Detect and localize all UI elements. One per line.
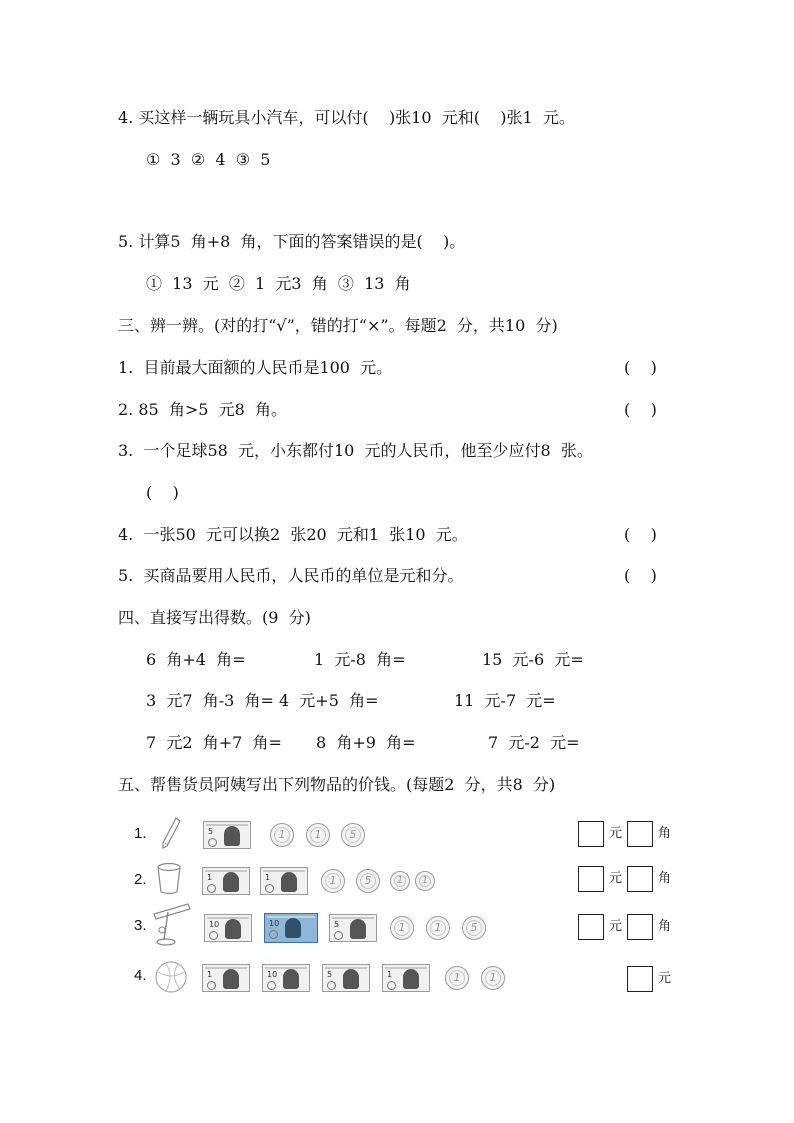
question-5-text: 5. 计算5 角+8 角，下面的答案错误的是( )。 — [118, 232, 466, 251]
section-5-heading: 五、帮售货员阿姨写出下列物品的价钱。(每题2 分，共8 分) — [118, 775, 556, 794]
banknote: 10 — [262, 964, 310, 992]
judge-answer-1[interactable]: ( ) — [624, 358, 657, 377]
price-jiao-box[interactable] — [627, 914, 653, 940]
section-4-heading: 四、直接写出得数。(9 分) — [118, 608, 311, 627]
unit-jiao-label: 角 — [658, 871, 672, 886]
banknote: 1 — [382, 964, 430, 992]
coin: 5 — [341, 823, 365, 847]
coin: 1 — [415, 871, 435, 891]
calc-r3-c3: 7 元-2 元= — [488, 733, 580, 752]
calc-r2-c1: 3 元7 角-3 角= 4 元+5 角= — [146, 691, 379, 710]
judge-item-5: 5. 买商品要用人民币，人民币的单位是元和分。 — [118, 566, 464, 585]
coin: 1 — [306, 823, 330, 847]
coin: 1 — [321, 869, 345, 893]
unit-jiao-label: 角 — [658, 919, 672, 934]
banknote: 5 — [203, 821, 251, 849]
question-4-options: ① 3 ② 4 ③ 5 — [146, 150, 271, 169]
judge-item-1: 1. 目前最大面额的人民币是100 元。 — [118, 358, 393, 377]
banknote: 5 — [329, 914, 377, 942]
coin: 1 — [390, 871, 410, 891]
unit-jiao-label: 角 — [658, 826, 672, 841]
price-item-label: 2. — [134, 871, 147, 888]
unit-yuan-label: 元 — [609, 919, 623, 934]
pencil-icon — [158, 816, 182, 850]
judge-item-4: 4. 一张50 元可以换2 张20 元和1 张10 元。 — [118, 525, 468, 544]
judge-answer-4[interactable]: ( ) — [624, 525, 657, 544]
judge-item-3: 3. 一个足球58 元，小东都付10 元的人民币，他至少应付8 张。 — [118, 441, 593, 460]
price-yuan-box[interactable] — [578, 821, 604, 847]
price-item-label: 4. — [134, 967, 147, 984]
calc-r1-c2: 1 元-8 角= — [314, 650, 406, 669]
price-yuan-box[interactable] — [578, 914, 604, 940]
ball-icon — [154, 960, 188, 994]
calc-r2-c2: 11 元-7 元= — [454, 691, 556, 710]
coin: 1 — [481, 966, 505, 990]
banknote: 1 — [202, 964, 250, 992]
price-jiao-box[interactable] — [627, 821, 653, 847]
coin: 1 — [390, 916, 414, 940]
banknote: 5 — [322, 964, 370, 992]
calc-r3-c2: 8 角+9 角= — [316, 733, 416, 752]
desk-lamp-icon — [150, 900, 192, 948]
judge-item-2: 2. 85 角>5 元8 角。 — [118, 400, 287, 419]
unit-yuan-label: 元 — [658, 971, 672, 986]
banknote: 1 — [202, 867, 250, 895]
section-3-heading: 三、辨一辨。(对的打“√”，错的打“×”。每题2 分，共10 分) — [118, 316, 558, 335]
banknote: 10 — [204, 914, 252, 942]
cup-icon — [155, 862, 183, 896]
coin: 1 — [445, 966, 469, 990]
price-item-label: 1. — [134, 825, 147, 842]
calc-r1-c3: 15 元-6 元= — [482, 650, 584, 669]
banknote: 10 — [264, 913, 318, 943]
question-4-text: 4. 买这样一辆玩具小汽车，可以付( )张10 元和( )张1 元。 — [118, 108, 575, 127]
coin: 5 — [462, 916, 486, 940]
question-5-options: ① 13 元 ② 1 元3 角 ③ 13 角 — [146, 274, 411, 293]
judge-answer-5[interactable]: ( ) — [624, 566, 657, 585]
judge-answer-2[interactable]: ( ) — [624, 400, 657, 419]
price-yuan-box[interactable] — [627, 966, 653, 992]
price-jiao-box[interactable] — [627, 866, 653, 892]
price-item-label: 3. — [134, 917, 147, 934]
calc-r1-c1: 6 角+4 角= — [146, 650, 246, 669]
coin: 1 — [426, 916, 450, 940]
unit-yuan-label: 元 — [609, 871, 623, 886]
coin: 5 — [356, 869, 380, 893]
judge-answer-3[interactable]: ( ) — [146, 483, 179, 502]
price-yuan-box[interactable] — [578, 866, 604, 892]
coin: 1 — [270, 823, 294, 847]
banknote: 1 — [260, 867, 308, 895]
unit-yuan-label: 元 — [609, 826, 623, 841]
calc-r3-c1: 7 元2 角+7 角= — [146, 733, 282, 752]
